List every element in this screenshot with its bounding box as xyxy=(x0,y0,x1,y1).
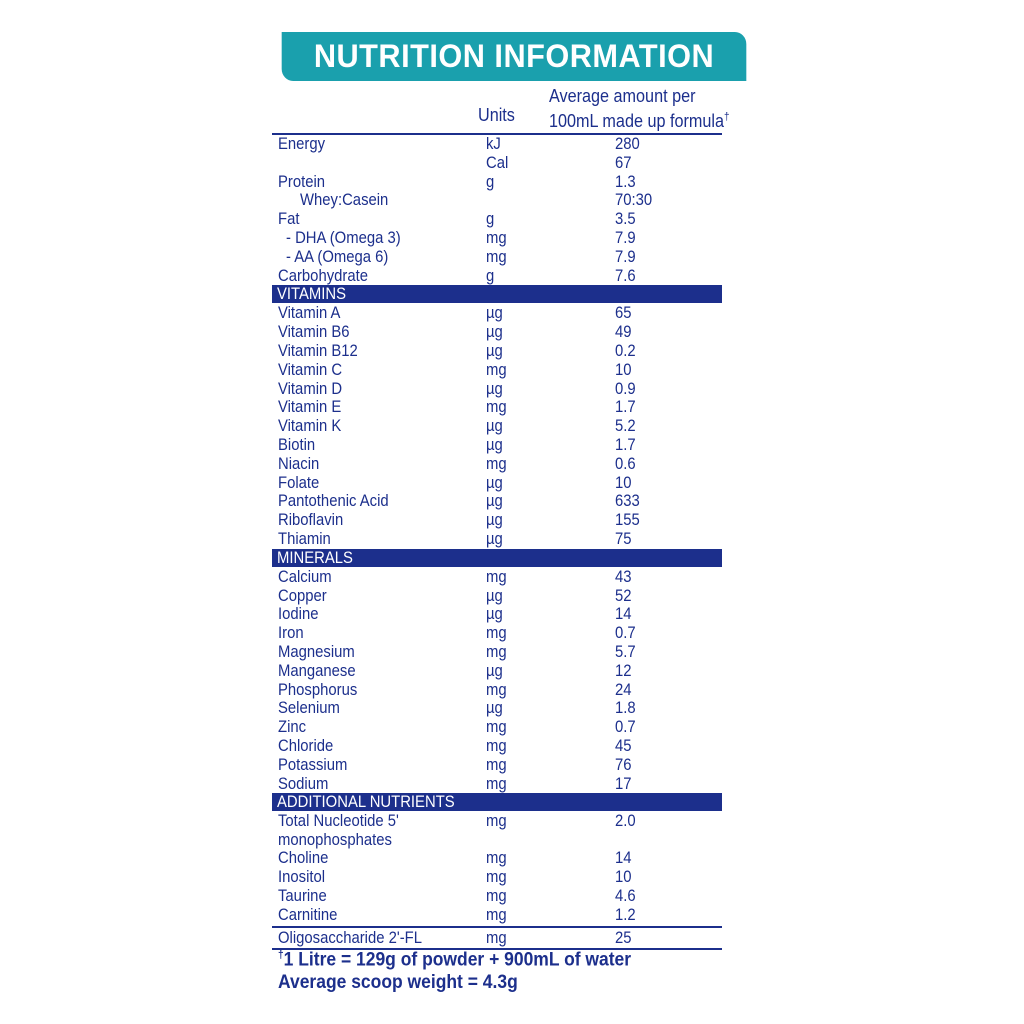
amount-column-header xyxy=(549,86,730,132)
nutrient-value: 67 xyxy=(615,153,632,172)
nutrient-value: 14 xyxy=(615,849,632,868)
nutrient-name: Riboflavin xyxy=(278,511,344,530)
nutrient-value: 633 xyxy=(615,492,640,511)
nutrient-unit: mg xyxy=(486,736,507,755)
nutrient-value: 52 xyxy=(615,586,632,605)
table-row xyxy=(272,135,722,154)
nutrient-name: Calcium xyxy=(278,567,332,586)
nutrient-unit: mg xyxy=(486,812,507,831)
nutrient-table xyxy=(272,135,722,950)
nutrient-name: Thiamin xyxy=(278,529,331,548)
nutrient-name: Vitamin D xyxy=(278,379,343,398)
nutrient-name: Magnesium xyxy=(278,642,355,661)
nutrient-unit: µg xyxy=(486,586,503,605)
section-label: ADDITIONAL NUTRIENTS xyxy=(277,793,455,812)
nutrient-unit: mg xyxy=(486,905,507,924)
table-row xyxy=(272,323,722,342)
nutrient-name: Whey:Casein xyxy=(300,191,389,210)
table-row xyxy=(272,210,722,229)
nutrient-name: Inositol xyxy=(278,868,326,887)
table-row xyxy=(272,436,722,455)
table-row xyxy=(272,248,722,267)
nutrient-name: Vitamin K xyxy=(278,417,342,436)
section-header-vitamins xyxy=(272,285,722,303)
nutrient-unit: µg xyxy=(486,323,503,342)
table-row xyxy=(272,398,722,417)
section-label: MINERALS xyxy=(277,548,353,567)
amount-header-line1: Average amount per xyxy=(549,86,696,106)
nutrient-value: 1.7 xyxy=(615,435,636,454)
table-row xyxy=(272,699,722,718)
nutrient-unit: mg xyxy=(486,929,507,948)
table-row xyxy=(272,380,722,399)
nutrient-unit: Cal xyxy=(486,153,509,172)
nutrient-value: 65 xyxy=(615,304,632,323)
nutrient-unit: µg xyxy=(486,473,503,492)
nutrient-unit: µg xyxy=(486,304,503,323)
nutrient-unit: mg xyxy=(486,755,507,774)
nutrient-value: 2.0 xyxy=(615,812,636,831)
table-header xyxy=(272,81,730,135)
table-row xyxy=(272,173,722,192)
table-row xyxy=(272,737,722,756)
nutrient-name: Zinc xyxy=(278,718,307,737)
nutrient-unit: mg xyxy=(486,718,507,737)
nutrient-value: 0.6 xyxy=(615,454,636,473)
nutrient-value: 1.8 xyxy=(615,699,636,718)
nutrient-name: Biotin xyxy=(278,435,316,454)
table-row xyxy=(272,624,722,643)
nutrient-unit: mg xyxy=(486,774,507,793)
nutrient-name: Iron xyxy=(278,624,304,643)
footnote-line1-text: 1 Litre = 129g of powder + 900mL of water xyxy=(283,949,632,971)
nutrient-name: Manganese xyxy=(278,661,356,680)
nutrient-value: 0.2 xyxy=(615,341,636,360)
nutrient-unit: µg xyxy=(486,379,503,398)
nutrient-value: 75 xyxy=(615,529,632,548)
nutrient-unit: µg xyxy=(486,341,503,360)
nutrient-unit: µg xyxy=(486,492,503,511)
nutrient-unit: g xyxy=(486,266,495,285)
table-row xyxy=(272,417,722,436)
footnote-line2: Average scoop weight = 4.3g xyxy=(278,972,518,994)
table-row xyxy=(272,887,722,906)
nutrient-name: Fat xyxy=(278,210,300,229)
nutrient-unit: µg xyxy=(486,435,503,454)
nutrient-unit: mg xyxy=(486,642,507,661)
table-row xyxy=(272,643,722,662)
dagger-mark: † xyxy=(724,111,730,123)
table-row xyxy=(272,906,722,925)
table-row xyxy=(272,474,722,493)
nutrient-value: 5.7 xyxy=(615,642,636,661)
nutrient-value: 1.2 xyxy=(615,905,636,924)
nutrient-name: Energy xyxy=(278,135,326,153)
table-row xyxy=(272,605,722,624)
dagger-mark: † xyxy=(278,949,284,961)
table-row xyxy=(272,662,722,681)
nutrient-name: Vitamin B12 xyxy=(278,341,358,360)
nutrient-name: - DHA (Omega 3) xyxy=(286,228,401,247)
nutrition-title: NUTRITION INFORMATION xyxy=(282,32,747,81)
nutrient-unit: mg xyxy=(486,680,507,699)
nutrient-name: Copper xyxy=(278,586,327,605)
nutrient-value: 25 xyxy=(615,929,632,948)
table-row xyxy=(272,568,722,587)
nutrient-value: 280 xyxy=(615,135,640,153)
table-row xyxy=(272,756,722,775)
nutrient-unit: kJ xyxy=(486,135,501,153)
nutrient-unit: µg xyxy=(486,661,503,680)
nutrient-value: 14 xyxy=(615,605,632,624)
nutrient-name: Pantothenic Acid xyxy=(278,492,389,511)
nutrient-value: 10 xyxy=(615,360,632,379)
nutrient-value: 1.7 xyxy=(615,398,636,417)
table-row xyxy=(272,681,722,700)
nutrient-value: 70:30 xyxy=(615,191,653,210)
table-row xyxy=(272,267,722,286)
nutrient-value: 7.6 xyxy=(615,266,636,285)
nutrient-name: Folate xyxy=(278,473,320,492)
amount-header-line2 xyxy=(549,107,730,132)
nutrient-unit: µg xyxy=(486,529,503,548)
nutrient-name: Choline xyxy=(278,849,329,868)
nutrient-name: Potassium xyxy=(278,755,348,774)
nutrient-unit: µg xyxy=(486,605,503,624)
nutrient-name: Vitamin C xyxy=(278,360,343,379)
nutrient-name: Iodine xyxy=(278,605,319,624)
table-row xyxy=(272,849,722,868)
nutrient-name: Total Nucleotide 5' monophosphates xyxy=(278,812,399,850)
table-row xyxy=(272,530,722,549)
table-row xyxy=(272,718,722,737)
nutrient-value: 0.9 xyxy=(615,379,636,398)
nutrient-value: 17 xyxy=(615,774,632,793)
amount-header-line2-text: 100mL made up formula xyxy=(549,111,725,131)
nutrient-name: Carbohydrate xyxy=(278,266,368,285)
table-row xyxy=(272,775,722,794)
table-row xyxy=(272,342,722,361)
nutrient-value: 7.9 xyxy=(615,247,636,266)
table-row xyxy=(272,361,722,380)
nutrient-unit: mg xyxy=(486,247,507,266)
nutrient-value: 10 xyxy=(615,868,632,887)
nutrient-value: 1.3 xyxy=(615,172,636,191)
table-row xyxy=(272,455,722,474)
nutrient-unit: mg xyxy=(486,886,507,905)
nutrient-value: 7.9 xyxy=(615,228,636,247)
nutrient-unit: g xyxy=(486,172,495,191)
nutrient-name: Niacin xyxy=(278,454,320,473)
footnote xyxy=(278,944,631,994)
nutrition-panel xyxy=(272,32,756,950)
section-header-minerals xyxy=(272,549,722,567)
table-row xyxy=(272,511,722,530)
table-row xyxy=(272,304,722,323)
nutrient-value: 3.5 xyxy=(615,210,636,229)
nutrient-name: Vitamin B6 xyxy=(278,323,350,342)
nutrient-value: 24 xyxy=(615,680,632,699)
nutrient-name: Chloride xyxy=(278,736,334,755)
nutrient-unit: mg xyxy=(486,360,507,379)
nutrient-value: 5.2 xyxy=(615,417,636,436)
section-label: VITAMINS xyxy=(277,285,347,304)
nutrient-name: Protein xyxy=(278,172,326,191)
nutrient-name: Oligosaccharide 2'-FL xyxy=(278,929,422,948)
nutrient-unit: µg xyxy=(486,417,503,436)
nutrient-value: 155 xyxy=(615,511,640,530)
nutrient-unit: mg xyxy=(486,567,507,586)
nutrient-value: 10 xyxy=(615,473,632,492)
nutrient-unit: mg xyxy=(486,454,507,473)
table-row xyxy=(272,154,722,173)
nutrient-name: - AA (Omega 6) xyxy=(286,247,389,266)
nutrient-value: 0.7 xyxy=(615,718,636,737)
nutrient-name: Sodium xyxy=(278,774,329,793)
nutrient-name: Carnitine xyxy=(278,905,338,924)
table-row xyxy=(272,191,722,210)
table-row xyxy=(272,868,722,887)
nutrient-name: Phosphorus xyxy=(278,680,358,699)
nutrient-name: Selenium xyxy=(278,699,340,718)
nutrient-unit: mg xyxy=(486,624,507,643)
nutrient-unit: mg xyxy=(486,849,507,868)
table-row xyxy=(272,587,722,606)
nutrient-value: 76 xyxy=(615,755,632,774)
nutrient-unit: g xyxy=(486,210,495,229)
nutrient-name: Taurine xyxy=(278,886,327,905)
nutrient-value: 12 xyxy=(615,661,632,680)
nutrient-value: 0.7 xyxy=(615,624,636,643)
nutrient-unit: mg xyxy=(486,228,507,247)
nutrient-value: 4.6 xyxy=(615,886,636,905)
nutrient-value: 49 xyxy=(615,323,632,342)
table-row xyxy=(272,229,722,248)
nutrient-name: Vitamin A xyxy=(278,304,341,323)
table-row xyxy=(272,492,722,511)
section-header-additional-nutrients xyxy=(272,793,722,811)
nutrient-unit: mg xyxy=(486,868,507,887)
nutrient-unit: µg xyxy=(486,699,503,718)
nutrient-unit: mg xyxy=(486,398,507,417)
nutrient-unit: µg xyxy=(486,511,503,530)
table-row xyxy=(272,812,722,849)
units-column-header: Units xyxy=(478,105,515,125)
nutrient-name: Vitamin E xyxy=(278,398,342,417)
footnote-line1 xyxy=(278,944,631,971)
nutrient-value: 43 xyxy=(615,567,632,586)
nutrient-value: 45 xyxy=(615,736,632,755)
